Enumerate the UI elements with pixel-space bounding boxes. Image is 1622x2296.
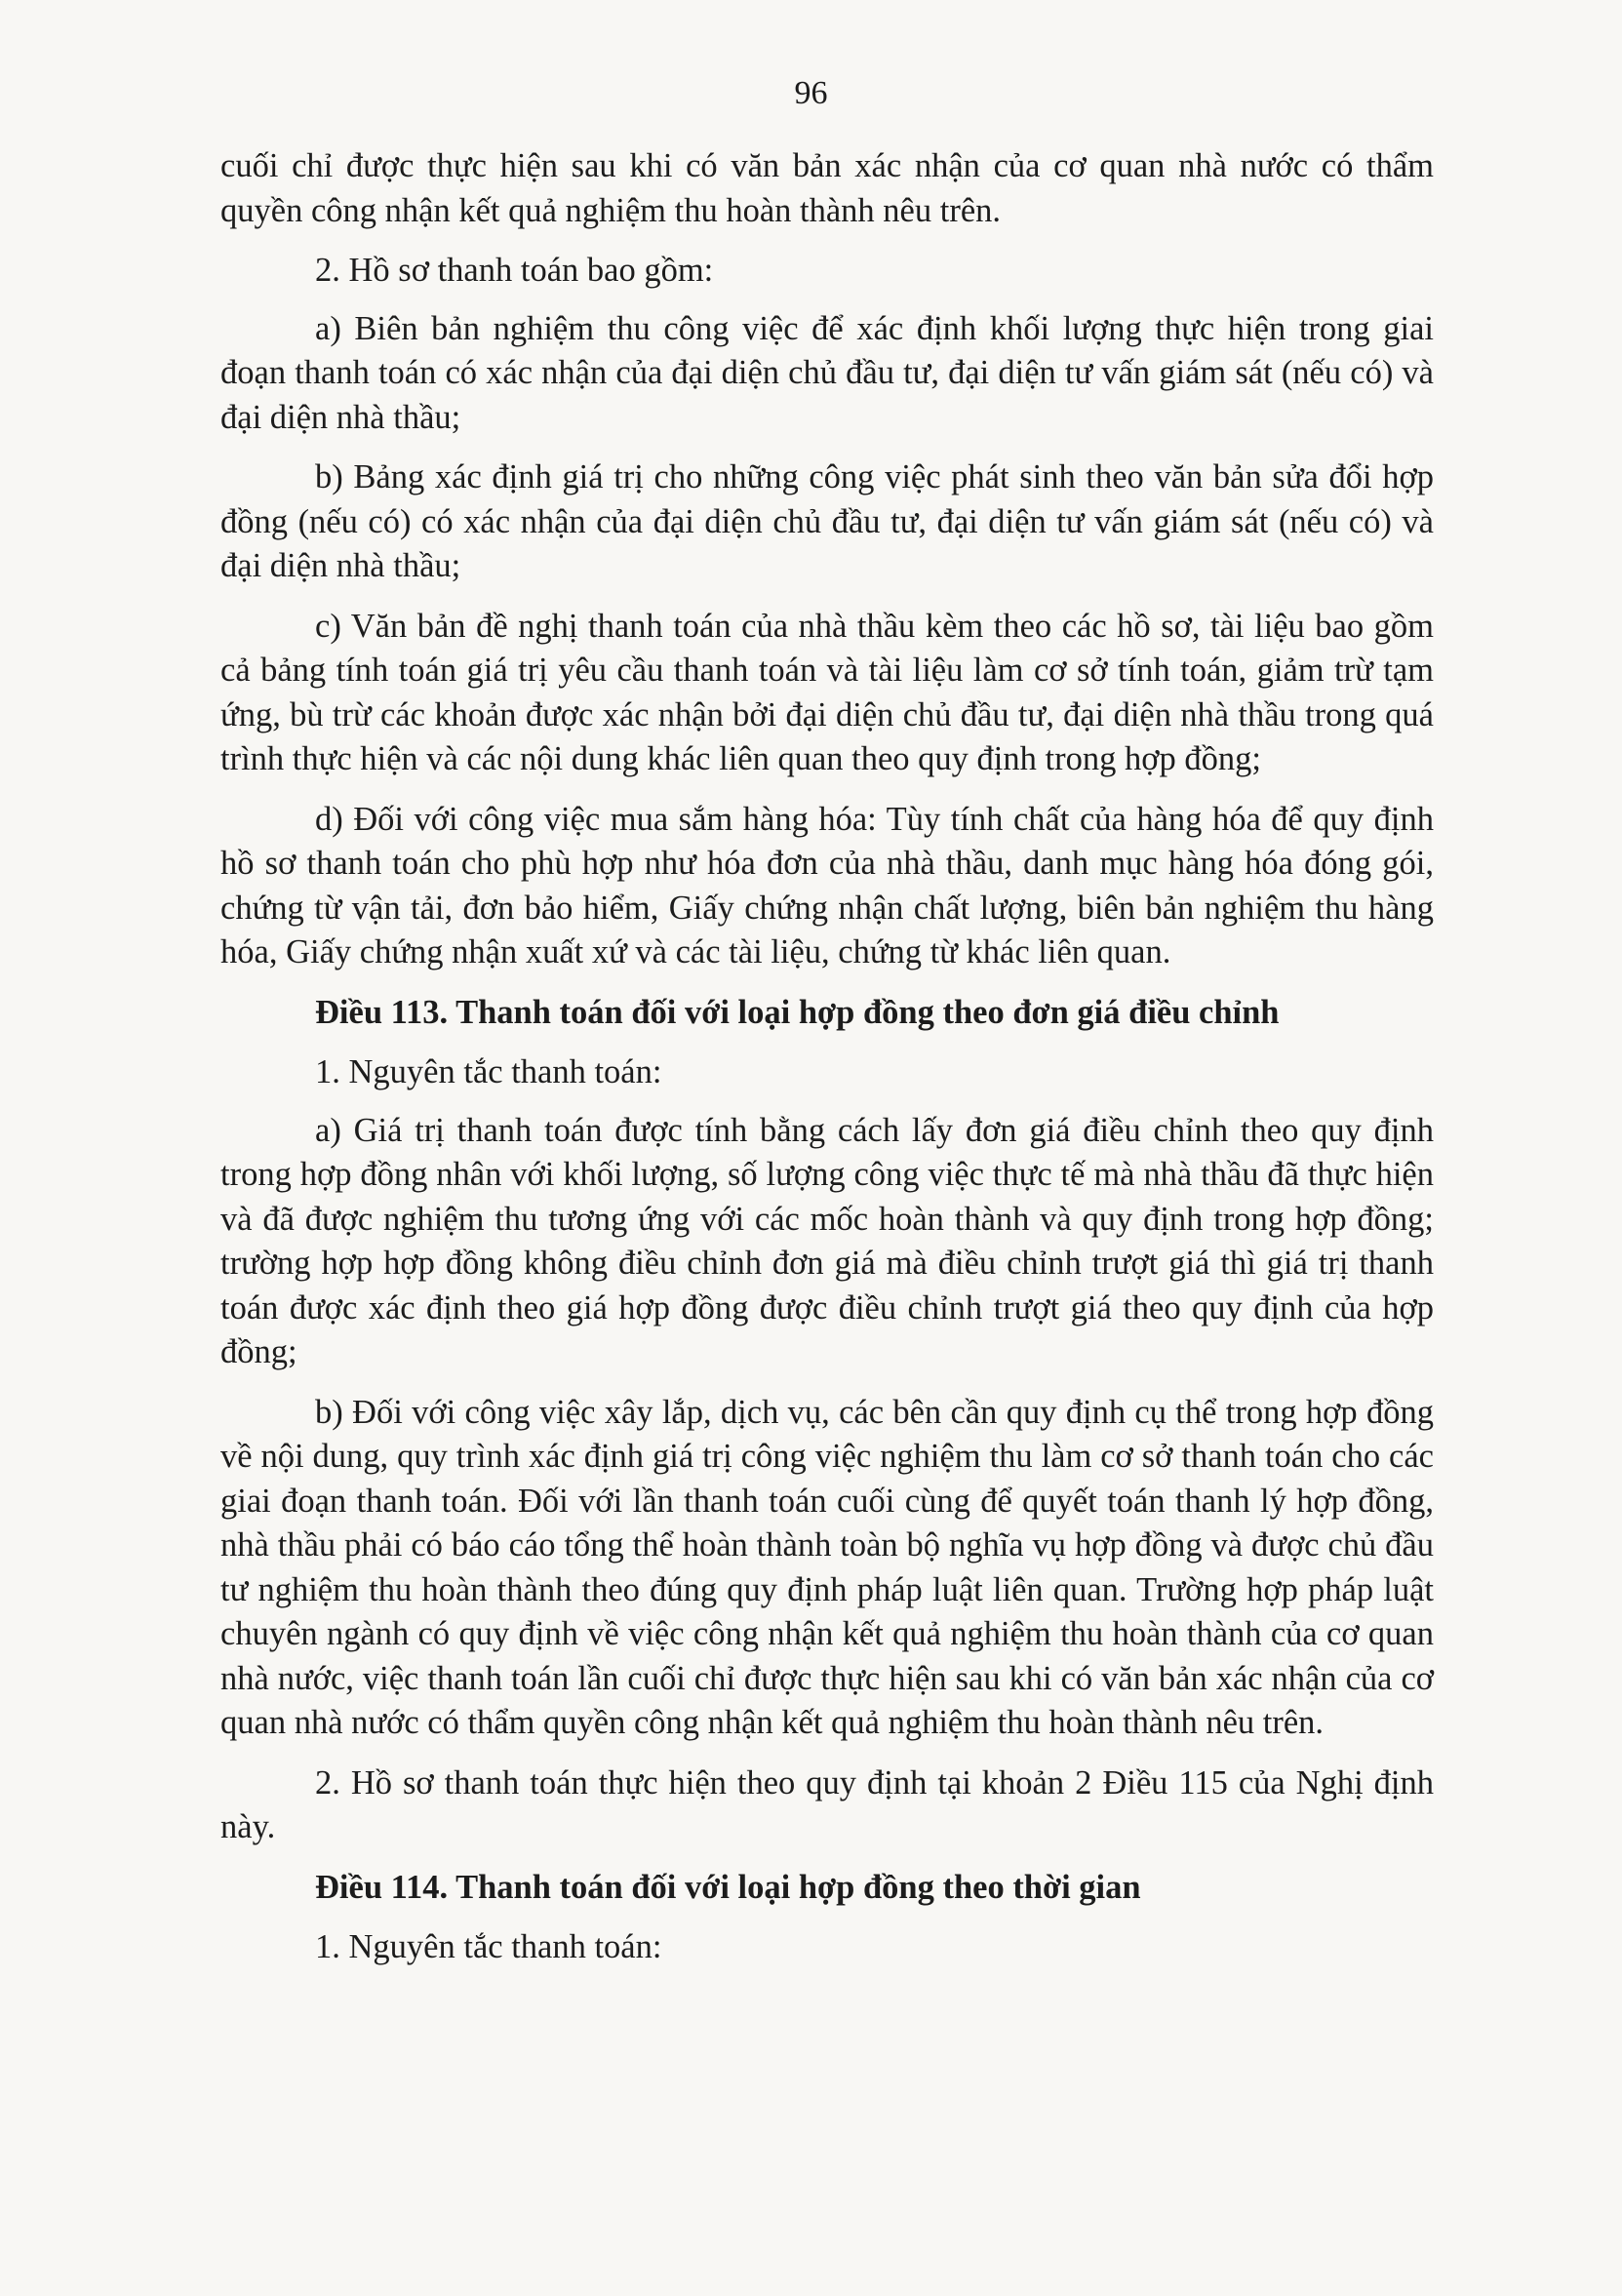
paragraph-continuation: cuối chỉ được thực hiện sau khi có văn bản xác nhận của cơ quan nhà nước có thẩm quyền công nhận kết quả nghiệm thu hoàn thành nêu trên. (220, 147, 1434, 229)
item-d-goods-procurement: d) Đối với công việc mua sắm hàng hóa: Tùy tính chất của hàng hóa để quy định hồ sơ thanh toán cho phù hợp như hóa đơn của nhà thầu, danh mục hàng hóa đóng gói, chứng từ vận tải, đơn bảo hiểm, Giấy chứng nhận chất lượng, biên bản nghiệm thu hàng hóa, Giấy chứng nhận xuất xứ và các tài liệu, chứng từ khác liên quan. (220, 800, 1434, 970)
item-c-payment-request: c) Văn bản đề nghị thanh toán của nhà thầu kèm theo các hồ sơ, tài liệu bao gồm cả bảng tính toán giá trị yêu cầu thanh toán và tài liệu làm cơ sở tính toán, giảm trừ tạm ứng, bù trừ các khoản được xác nhận bởi đại diện chủ đầu tư, đại diện nhà thầu trong quá trình thực hiện và các nội dung khác liên quan theo quy định trong hợp đồng; (220, 607, 1434, 777)
clause-1-payment-principles-114: 1. Nguyên tắc thanh toán: (315, 1928, 662, 1965)
clause-2-payment-dossier: 2. Hồ sơ thanh toán bao gồm: (315, 252, 714, 289)
clause-1-payment-principles: 1. Nguyên tắc thanh toán: (315, 1053, 662, 1090)
document-body (220, 144, 1434, 1986)
item-b-construction-services: b) Đối với công việc xây lắp, dịch vụ, các bên cần quy định cụ thể trong hợp đồng về nội dung, quy trình xác định giá trị công việc nghiệm thu làm cơ sở thanh toán cho các giai đoạn thanh toán. Đối với lần thanh toán cuối cùng để quyết toán thanh lý hợp đồng, nhà thầu phải có báo cáo tổng thể hoàn thành toàn bộ nghĩa vụ hợp đồng và được chủ đầu tư nghiệm thu hoàn thành theo đúng quy định pháp luật liên quan. Trường hợp pháp luật chuyên ngành có quy định về việc công nhận kết quả nghiệm thu hoàn thành của cơ quan nhà nước, việc thanh toán lần cuối chỉ được thực hiện sau khi có văn bản xác nhận của cơ quan nhà nước có thẩm quyền công nhận kết quả nghiệm thu hoàn thành nêu trên. (220, 1393, 1434, 1741)
item-b-value-table: b) Bảng xác định giá trị cho những công việc phát sinh theo văn bản sửa đổi hợp đồng (nếu có) có xác nhận của đại diện chủ đầu tư, đại diện tư vấn giám sát (nếu có) và đại diện nhà thầu; (220, 458, 1434, 584)
page-number: 96 (794, 75, 828, 111)
item-a-payment-value: a) Giá trị thanh toán được tính bằng cách lấy đơn giá điều chỉnh theo quy định trong hợp đồng nhân với khối lượng, số lượng công việc thực tế mà nhà thầu đã thực hiện và đã được nghiệm thu tương ứng với các mốc hoàn thành và quy định trong hợp đồng; trường hợp hợp đồng không điều chỉnh đơn giá mà điều chỉnh trượt giá thì giá trị thanh toán được xác định theo giá hợp đồng được điều chỉnh trượt giá theo quy định của hợp đồng; (220, 1111, 1434, 1370)
article-114-heading: Điều 114. Thanh toán đối với loại hợp đồng theo thời gian (315, 1868, 1141, 1906)
clause-2-dossier-reference: 2. Hồ sơ thanh toán thực hiện theo quy định tại khoản 2 Điều 115 của Nghị định này. (220, 1763, 1434, 1845)
article-113-heading: Điều 113. Thanh toán đối với loại hợp đồng theo đơn giá điều chỉnh (315, 993, 1280, 1031)
item-a-acceptance-record: a) Biên bản nghiệm thu công việc để xác định khối lượng thực hiện trong giai đoạn thanh toán có xác nhận của đại diện chủ đầu tư, đại diện tư vấn giám sát (nếu có) và đại diện nhà thầu; (220, 309, 1434, 436)
